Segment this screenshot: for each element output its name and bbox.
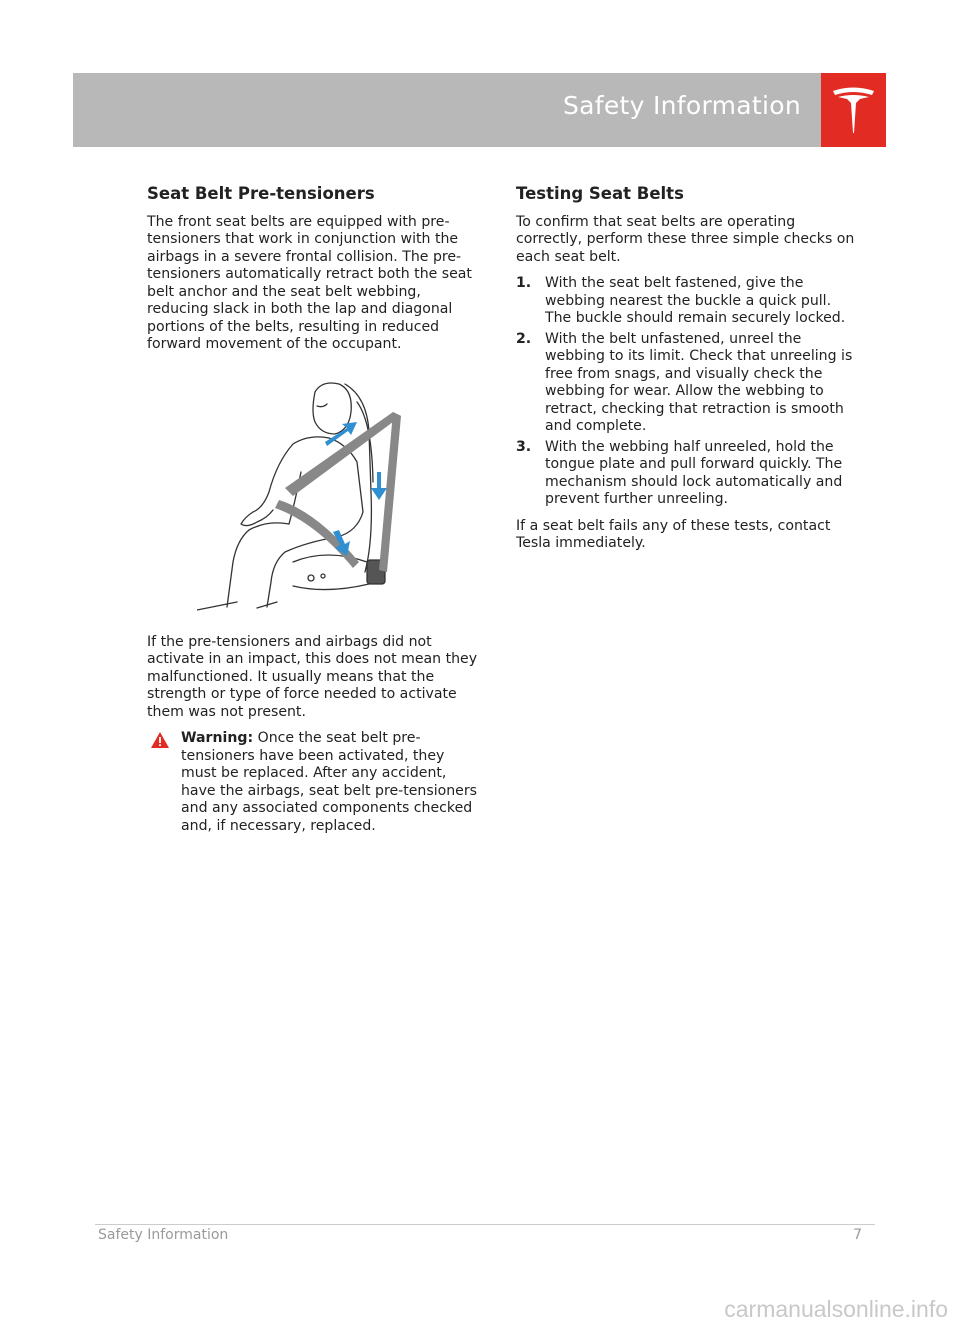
step-text: With the belt unfastened, unreel the webbing to its limit. Check that unreeling is free from snags, and visually check the webbing for wear. Allow the webbing to retract, checking that retraction is smooth and complete. xyxy=(545,330,853,434)
warning-label: Warning: xyxy=(181,730,254,746)
footer-section-name: Safety Information xyxy=(98,1227,229,1243)
testing-closing: If a seat belt fails any of these tests, contact Tesla immediately. xyxy=(516,517,831,551)
activation-paragraph: If the pre-tensioners and airbags did not activate in an impact, this does not mean they malfunctioned. It usually means that the strength or type of force needed to activate them was not present. xyxy=(147,633,478,720)
step-number: 2. xyxy=(516,330,532,347)
tesla-t-icon xyxy=(830,83,877,137)
step-text: With the webbing half unreeled, hold the tongue plate and pull forward quickly. The mechanism should lock automatically and prevent further unreeling. xyxy=(545,438,843,507)
left-column xyxy=(147,185,482,835)
step-number: 3. xyxy=(516,438,532,455)
warning-text: Once the seat belt pre-tensioners have been activated, they must be replaced. After any accident, have the airbags, seat belt pre-tensioners and any associated components checked and, if necessary, replaced. xyxy=(181,730,477,834)
warning-callout xyxy=(147,730,482,835)
list-item xyxy=(516,275,856,328)
tesla-logo xyxy=(821,73,886,147)
list-item xyxy=(516,439,856,509)
step-number: 1. xyxy=(516,275,532,291)
list-item xyxy=(516,331,856,436)
footer-divider xyxy=(95,1224,875,1225)
pretensioners-paragraph: The front seat belts are equipped with pre-tensioners that work in conjunction with the airbags in a severe frontal collision. The pre-tensioners automatically retract both the seat belt anchor and the seat belt webbing, reducing slack in both the lap and diagonal portions of the belts, resulting in reduced forward movement of the occupant. xyxy=(147,213,472,352)
checks-list xyxy=(516,275,856,509)
page-number: 7 xyxy=(853,1227,862,1243)
right-column xyxy=(516,185,856,562)
testing-intro: To confirm that seat belts are operating correctly, perform these three simple checks on each seat belt. xyxy=(516,213,855,265)
page-title: Safety Information xyxy=(562,91,801,120)
warning-triangle-icon xyxy=(150,731,170,749)
testing-heading: Testing Seat Belts xyxy=(516,184,684,203)
seatbelt-illustration xyxy=(147,372,482,622)
watermark: carmanualsonline.info xyxy=(724,1296,948,1322)
header-band xyxy=(73,73,821,147)
pretensioners-heading: Seat Belt Pre-tensioners xyxy=(147,184,375,203)
seated-occupant-figure xyxy=(197,372,457,617)
step-text: With the seat belt fastened, give the webbing nearest the buckle a quick pull. The buckle should remain securely locked. xyxy=(545,275,846,326)
